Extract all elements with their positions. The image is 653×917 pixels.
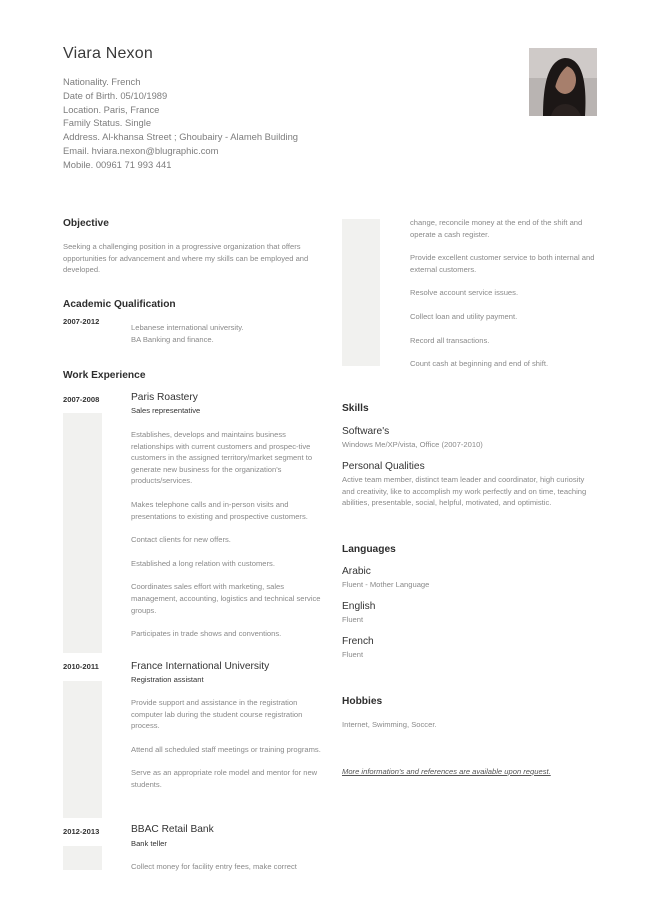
email[interactable]: Email. hviara.nexon@blugraphic.com: [63, 144, 219, 156]
language-name: French: [342, 636, 374, 647]
duty-item: Resolve account service issues.: [410, 288, 519, 298]
job-role: Bank teller: [131, 839, 167, 848]
languages-heading: Languages: [342, 544, 396, 555]
contact-info: [63, 75, 298, 172]
language-level: Fluent: [342, 615, 364, 624]
job-duties: [131, 861, 321, 873]
duty-item: Coordinates sales effort with marketing, sales management, accounting, logistics and technical service groups.: [131, 582, 321, 615]
timeline-bar: [63, 846, 102, 870]
job-year: 2012-2013: [63, 827, 100, 836]
duty-item: Attend all scheduled staff meetings or training programs.: [131, 744, 321, 754]
duty-item: Participates in trade shows and conventions.: [131, 629, 282, 639]
nationality: Nationality. French: [63, 76, 141, 87]
more-info-link[interactable]: More information's and references are available upon request.: [342, 767, 551, 776]
family-status: Family Status. Single: [63, 117, 152, 129]
duty-item: Collect loan and utility payment.: [410, 311, 518, 321]
skills-heading: Skills: [342, 403, 369, 414]
hobbies-text: Internet, Swimming, Soccer.: [342, 720, 437, 729]
timeline-bar: [342, 219, 380, 366]
duty-item: Count cash at beginning and end of shift.: [410, 359, 549, 369]
profile-photo: [529, 48, 597, 116]
job-org: BBAC Retail Bank: [131, 824, 214, 835]
date-of-birth: Date of Birth. 05/10/1989: [63, 89, 168, 101]
software-title: Software's: [342, 426, 390, 437]
academic-university: Lebanese international university.: [131, 323, 244, 332]
candidate-name: Viara Nexon: [63, 45, 153, 62]
job-duties: [131, 429, 321, 640]
location: Location. Paris, France: [63, 103, 160, 115]
personal-qualities-text: Active team member, distinct team leader and coordinator, high curiosity and creativity, like to accomplish my work perfectly and on time, teaching abilities, presentable, social, helpful, motivated, and optimistic.: [342, 475, 587, 508]
duty-item: Established a long relation with customers.: [131, 558, 275, 568]
academic-degree: BA Banking and finance.: [131, 334, 214, 344]
academic-year: 2007-2012: [63, 317, 100, 326]
job-org: France International University: [131, 661, 270, 672]
duty-item: Makes telephone calls and in-person visits and presentations to existing and prospective customers.: [131, 499, 308, 521]
mobile: Mobile. 00961 71 993 441: [63, 158, 172, 170]
academic-details: [131, 322, 321, 345]
duty-item: Record all transactions.: [410, 335, 490, 345]
job-role: Sales representative: [131, 406, 201, 415]
language-level: Fluent: [342, 650, 364, 659]
job-year: 2010-2011: [63, 662, 99, 671]
duty-item: Collect money for facility entry fees, make correct: [131, 862, 297, 871]
job-duties: [131, 697, 321, 791]
work-heading: Work Experience: [63, 370, 146, 381]
objective-heading: Objective: [63, 218, 109, 229]
duty-item: Establishes, develops and maintains business relationships with current customers and prospec-tive customers in the assigned territory/market segment to generate new business for the organization's products/services.: [131, 430, 313, 486]
academic-heading: Academic Qualification: [63, 299, 176, 310]
job-org: Paris Roastery: [131, 392, 198, 403]
language-level: Fluent - Mother Language: [342, 580, 430, 589]
continued-duties: [410, 217, 600, 370]
address: Address. Al-khansa Street ; Ghoubairy - Alameh Building: [63, 131, 299, 143]
job-year: 2007-2008: [63, 395, 100, 404]
timeline-bar: [63, 413, 102, 653]
hobbies-heading: Hobbies: [342, 696, 383, 707]
software-text: Windows Me/XP/vista, Office (2007-2010): [342, 440, 483, 449]
personal-qualities-title: Personal Qualities: [342, 461, 425, 472]
timeline-bar: [63, 681, 102, 818]
duty-item: change, reconcile money at the end of the shift and operate a cash register.: [410, 218, 583, 239]
job-role: Registration assistant: [131, 675, 204, 684]
duty-item: Provide support and assistance in the registration computer lab during the student course registration process.: [131, 698, 303, 731]
duty-item: Serve as an appropriate role model and mentor for new students.: [131, 768, 318, 789]
language-name: English: [342, 601, 376, 612]
language-name: Arabic: [342, 566, 371, 577]
duty-item: Provide excellent customer service to both internal and external customers.: [410, 253, 595, 274]
duty-item: Contact clients for new offers.: [131, 535, 231, 545]
objective-text: Seeking a challenging position in a progressive organization that offers opportunities for advancement and where my skills can be employed and developed.: [63, 242, 309, 275]
